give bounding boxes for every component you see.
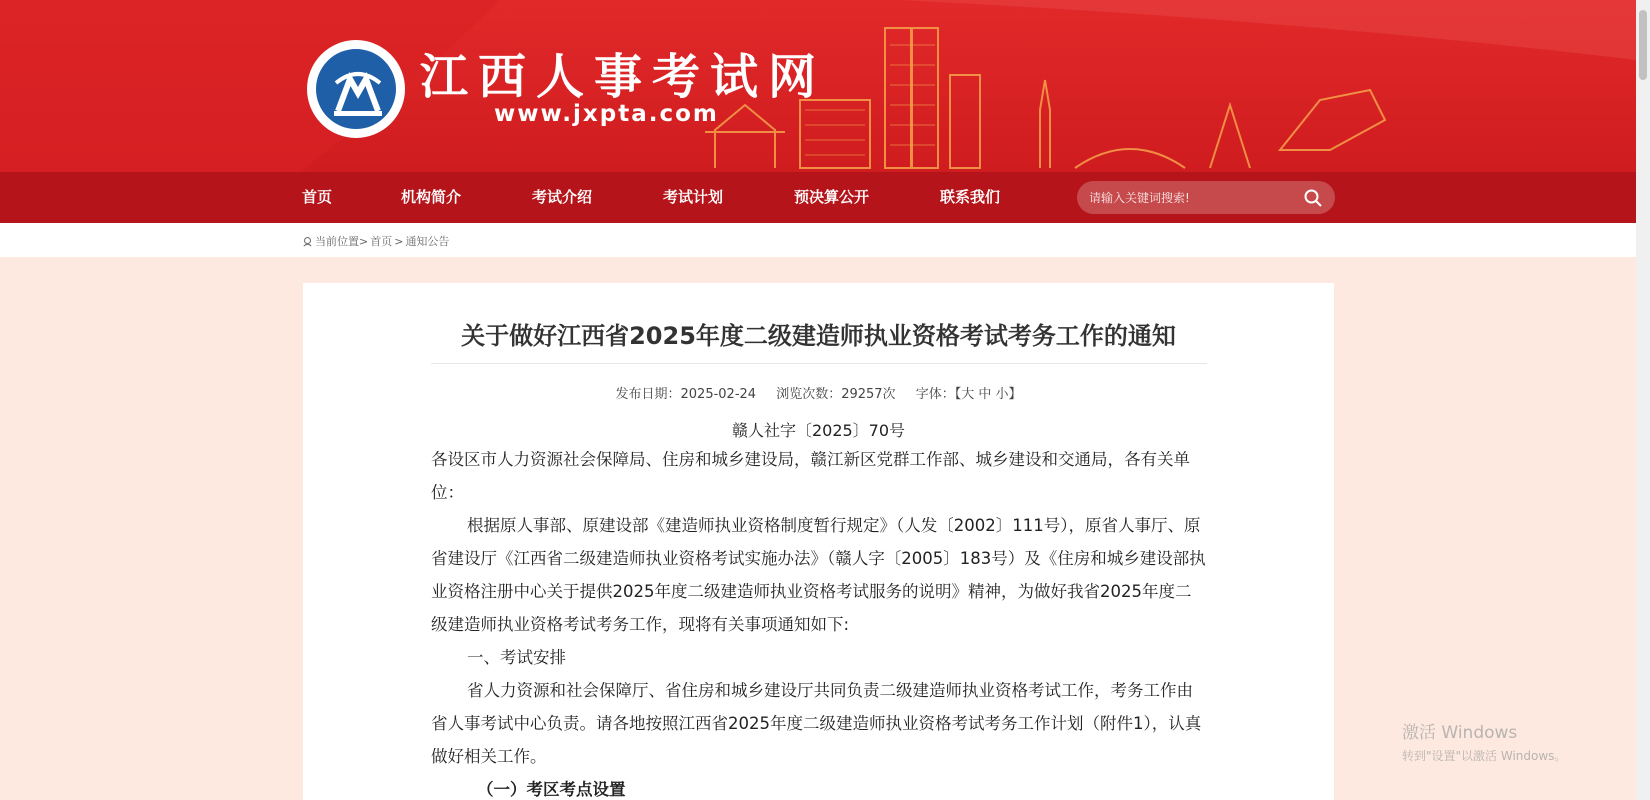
breadcrumb	[302, 233, 449, 249]
article-meta	[303, 383, 1334, 402]
breadcrumb-home-link[interactable]: 首页	[370, 235, 393, 248]
breadcrumb-separator: >	[394, 234, 404, 248]
scrollbar-thumb[interactable]	[1639, 10, 1647, 80]
title-divider	[431, 363, 1207, 364]
breadcrumb-bar	[0, 223, 1636, 257]
subsection-heading: （一）考区考点设置	[477, 780, 626, 799]
main-nav	[0, 172, 1636, 223]
watermark-line-1: 激活 Windows	[1402, 723, 1518, 743]
nav-item-exams[interactable]: 考试介绍	[532, 188, 593, 206]
article-title: 关于做好江西省2025年度二级建造师执业资格考试考务工作的通知	[461, 322, 1176, 350]
site-logo[interactable]	[307, 40, 405, 138]
article-body	[431, 443, 1207, 800]
nav-item-exam-plan[interactable]: 考试计划	[663, 188, 724, 206]
search-box	[1077, 181, 1335, 214]
breadcrumb-current-link[interactable]: 通知公告	[405, 235, 450, 248]
breadcrumb-prefix: 当前位置>	[315, 235, 369, 248]
logo-emblem-icon	[316, 49, 400, 133]
salutation-paragraph: 各设区市人力资源社会保障局、住房和城乡建设局，赣江新区党群工作部、城乡建设和交通局，各有关单位：	[431, 450, 1190, 502]
search-icon[interactable]	[1303, 188, 1323, 208]
nav-item-budget[interactable]: 预决算公开	[794, 188, 870, 206]
nav-item-about[interactable]: 机构简介	[401, 188, 462, 206]
site-name: 江西人事考试网	[420, 49, 827, 105]
font-size-options[interactable]: 【大 中 小】	[954, 387, 1022, 402]
document-number: 赣人社字〔2025〕70号	[731, 421, 906, 440]
section-paragraph: 省人力资源和社会保障厅、省住房和城乡建设厅共同负责二级建造师执业资格考试工作，考务工作由省人事考试中心负责。请各地按照江西省2025年度二级建造师执业资格考试考务工作计划（附件1），认真做好相关工作。	[431, 681, 1202, 766]
section-heading: 一、考试安排	[467, 648, 566, 667]
nav-item-home[interactable]: 首页	[302, 188, 333, 206]
nav-item-contact[interactable]: 联系我们	[940, 188, 1001, 206]
publish-date: 发布日期：2025-02-24	[615, 387, 757, 402]
page-scrollbar[interactable]	[1636, 0, 1650, 800]
view-count: 浏览次数：29257次	[776, 387, 896, 402]
intro-paragraph: 根据原人事部、原建设部《建造师执业资格制度暂行规定》（人发〔2002〕111号），原省人事厅、原省建设厅《江西省二级建造师执业资格考试实施办法》（赣人字〔2005〕183号）及《住房和城乡建设部执业资格注册中心关于提供2025年度二级建造师执业资格考试服务的说明》精神，为做好我省2025年度二级建造师执业资格考试考务工作，现将有关事项通知如下:	[431, 516, 1206, 634]
site-url: www.jxpta.com	[494, 101, 719, 127]
site-banner	[0, 0, 1636, 172]
font-size-control	[916, 387, 1022, 402]
font-size-label: 字体：	[915, 387, 955, 402]
article-card	[303, 283, 1334, 800]
windows-activation-watermark	[1402, 718, 1566, 764]
watermark-line-2: 转到"设置"以激活 Windows。	[1402, 749, 1567, 763]
location-icon	[302, 236, 313, 247]
search-input[interactable]	[1089, 186, 1289, 209]
